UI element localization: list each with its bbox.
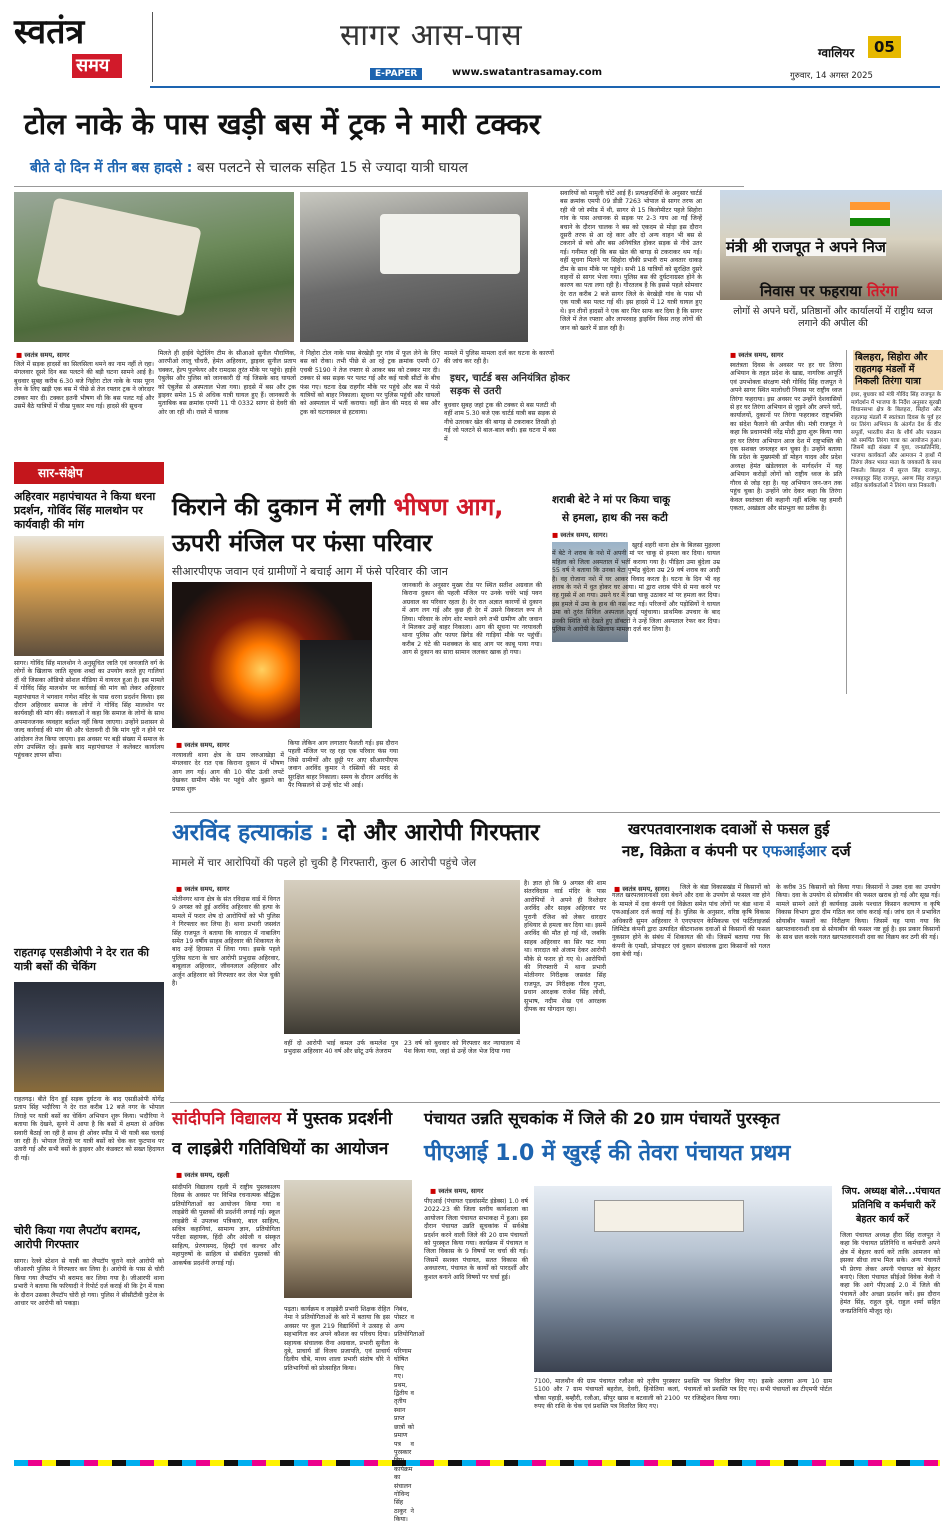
panchayat-photo: [534, 1186, 832, 1372]
library-col-3: निबंध, पोस्टर व अन्य प्रतियोगिताओं के परिणाम घोषित किए गए। प्रथम, द्वितीय व तृतीय स्थान प्राप्त छात्रों को प्रमाण पत्र व पुरस्कार कार्यक्रम का संचालन गोविन्द सिंह ठाकुर ने किया।: [394, 1306, 425, 1524]
brief-sidebar: [14, 462, 164, 1462]
logo-bottom-box: [72, 54, 122, 78]
fir-col-1: जिले के बंडा विकासखंड में किसानों को गलत खरपतवारनाशी दवा बेचने और दवा के उपयोग से फसल नष्ट होने के मामले में दवा कंपनी एवं विक्रेता समेत पांच लोगों पर बंडा थाना में एफआईआर दर्ज कराई गई है। पुलिस के अनुसार, वरिष्ठ कृषि विकास अधिकारी सुमन अहिरवार ने एनएफएन केमिकल्स एवं फर्टिलाइजर्स लिमिटेड कंपनी द्वारा उत्पादित कीटनाशक दवाओं से किसानों की फसल नुकसान होने के संबंध में शिकायत की थी। जिसमें बताया गया कि कंपनी के एमडी, प्रोपाइटर एवं दुकान संचालक द्वारा किसानों को गलत दवा बेची गई।: [612, 884, 770, 959]
logo-top: स्वतंत्र: [14, 12, 85, 52]
brief-headline-3: चोरी किया गया लैपटॉप बरामद, आरोपी गिरफ्तार: [14, 1224, 142, 1251]
lead-col-3: ने निहोरा टोल नाके पास बेरखेड़ी गुर गांव में फूल लेने के लिए बस को रोका। तभी पीछे से आ रहे ट्रक क्रमांक एमपी 07 एचबी 5190 ने तेज रफ्तार से आकर बस को टक्कर मार दी। टक्कर से बस सड़क पर पलट गई और कई यात्री सीटों के बीच फंस गए। घटना देख राहगीर मौके पर पहुंचे और बस में फंसे यात्रियों को बाहर निकाला। सूचना पर पुलिस पहुंची और घायलों को अस्पताल में भर्ती कराया। वहीं क्रेन की मदद से बस और ट्रक को घटनास्थल से हटवाया।: [300, 350, 440, 416]
bus-crash-photo-1: [14, 192, 294, 342]
fire-col-2: किया लेकिन आग लगातार फैलती गई। इस दौरान पहली मंजिल पर रह रहा एक परिवार फंस गया जिसे ग्रामीणों और छुट्टी पर आए सीआरपीएफ जवान अरविंद कुमार ने रस्सियों की मदद से सुरक्षित बाहर निकाला। समय के दौरान अरविंद के पैर फिसलने से उन्हें चोट भी आई।: [288, 740, 398, 790]
arrest-photo: [284, 880, 520, 1034]
page-number: 05: [868, 36, 901, 58]
panchayat-col-2: 7100, मालथौन की ग्राम पंचायत रजौआ को तृतीय पुरस्कार 5100 और 7 ग्राम पंचायतों बहरोल, देवरी, हिनोतिया कलां, चौका पहाड़ी, बम्हौरी, रजौआ, सीपुर खास व बटवाली को 2100 रुपए की राशि के चेक एवं प्रशस्ति पत्र वितरित किए गए।: [534, 1378, 680, 1411]
stab-text: खुरई शहरी थाना क्षेत्र के बिलसा मुहल्ला में बेटे ने शराब के नशे में अपनी मां पर चाकू से हमला कर दिया। घायल महिला को जिला अस्पताल में भर्ती कराया गया है। पीड़िता उमा बुंदेला उम्र 55 वर्ष ने बताया कि उनका बेटा पुष्पेंद्र बुंदेला उम्र 29 वर्ष शराब का आदी है। वह रोजाना नशे में घर आकर विवाद करता है। घटना के दिन भी वह शराब के नशे में धुत होकर घर आया। मां द्वारा शराब पीने से मना करने पर वह गुस्से में आ गया। उसने घर में रखा चाकू उठाकर मां पर हमला कर दिया। इस हमले में उमा के हाथ की नस कट गई। परिजनों और पड़ोसियों ने घायल उमा को तुरंत सिविल अस्पताल खुरई पहुंचाया। प्राथमिक उपचार के बाद उनकी स्थिति को देखते हुए डॉक्टरों ने उन्हें जिला अस्पताल रेफर कर दिया। पुलिस ने आरोपी के खिलाफ मामला दर्ज कर लिया है।: [552, 542, 720, 634]
minister-headline-2a: निवास पर फहराया: [760, 282, 868, 300]
fire-headline-1b: भीषण आग,: [393, 493, 504, 521]
epaper-label: E-PAPER: [370, 68, 422, 80]
lead-kicker: बीते दो दिन में तीन बस हादसे :: [30, 160, 193, 176]
minister-sub: लोगों से अपने घरों, प्रतिष्ठानों और कार्यालयों में राष्ट्रीय ध्वज लगाने की अपील की: [733, 306, 933, 329]
panchayat-headline-b: में खुरई की तेवरा पंचायत प्रथम: [534, 1141, 791, 1166]
color-bar: [14, 1460, 940, 1466]
brief-label: सार-संक्षेप: [14, 462, 164, 484]
library-headline-1b: में पुस्तक प्रदर्शनी: [281, 1109, 393, 1129]
panchayat-side-headline-1: जिप. अध्यक्ष बोले...पंचायत: [842, 1186, 941, 1197]
panchayat-top-headline: पंचायत उन्नति सूचकांक में जिले की 20 ग्राम पंचायतें पुरस्कृत: [424, 1109, 780, 1128]
lead-rule: [14, 186, 744, 187]
rally-text: इधर, बुधवार को मंत्री गोविंद सिंह राजपूत के मार्गदर्शन में भाजपा के निर्देश अनुसार सुरखी विधानसभा क्षेत्र के बिलहरा, सिहोरा और राहतगढ़ मंडलों में स्वतंत्रता दिवस के पूर्व हर घर तिरंगा अभियान के अंतर्गत देश के वीर सपूतों, भारतीय सेना के शौर्य और पराक्रम को समर्पित तिरंगा यात्रा का आयोजन हुआ। जिसमें बड़ी संख्या में युवा, जनप्रतिनिधि, भाजपा कार्यकर्ता और आमजन ने हाथों में तिरंगा लेकर भारत माता के जयकारों के साथ निकले। बिलहरा में सुरज सिंह राजपूत, रणबहादुर सिंह राजपूत, अरुण सिंह राजपूत सहित कार्यकर्ताओं ने तिरंगा यात्रा निकाली।: [851, 392, 941, 490]
library-headline-1: [172, 1108, 392, 1130]
stab-headline-1: शराबी बेटे ने मां पर किया चाकू: [552, 494, 671, 506]
library-headline-1a: सांदीपनि विद्यालय: [172, 1109, 282, 1129]
overturned-bus-shape: [36, 197, 201, 316]
fir-headline-2: [622, 842, 851, 861]
arvind-sub: मामले में चार आरोपियों की पहले हो चुकी है गिरफ्तारी, कुल 6 आरोपी पहुंचे जेल: [172, 857, 477, 869]
lead-subhead: [30, 158, 468, 177]
arvind-cap-2: 23 वर्ष को बुधवार को गिरफ्तार कर न्यायालय में पेश किया गया, जहां से उन्हें जेल भेज दिया गया: [404, 1040, 520, 1056]
panchayat-col-3: प्रशस्ति पत्र वितरित किए गए। इसके अलावा अन्य 10 ग्राम पंचायतों को प्रशस्ति पत्र दिए गए। सभी पंचायतों का टीएमपी पोर्टल पर रजिस्ट्रेशन किया गया।: [684, 1378, 832, 1402]
arvind-col-3: है। ज्ञात हो कि 9 अगस्त की शाम संतरविदास वार्ड मंदिर के पास आरोपियों ने अपने ही रिश्तेदार अरविंद और साहब अहिरवार पर पुरानी रंजिश को लेकर धारदार हथियार से हमला कर दिया था। इसमें अरविंद की मौत हो गई थी, जबकि साहब अहिरवार का सिर फट गया था। वारदात को अंजाम देकर आरोपी मौके से फरार हो गए थे। आरोपियों की गिरफ्तारी में थाना प्रभारी मोतीनगर निरीक्षक जसवंत सिंह राजपूत, उप निरीक्षक गौरव गुप्ता, प्रधान आरक्षक राजेश सिंह लोधी, सुभाष, नदीम शेख एवं आरक्षक दीपक का योगदान रहा।: [524, 880, 606, 1014]
minister-byline: ■ स्वतंत्र समय, सागर: [730, 350, 783, 359]
masthead: [0, 0, 945, 88]
arvind-byline: ■ स्वतंत्र समय, सागर: [176, 884, 229, 893]
lead-col-4b: बुधवार सुबह जहां ट्रक की टक्कर से बस पलटी थी वहीं शाम 5.30 बजे एक चार्टर्ड यात्री बस सड़क से नीचे उतरकर खेत की बागड़ से टकराकर तिरछी हो गई जो पलटने से बाल-बाल बची। इस घटना में बस में: [444, 402, 556, 443]
library-col-1: सांदीपनि विद्यालय रहली में राष्ट्रीय पुस्तकालय दिवस के अवसर पर विभिन्न रचनात्मक बौद्धिक प्रतियोगिताओं का आयोजन किया गया व लाइब्रेरी की पुस्तकों की प्रदर्शनी लगाई गई। स्कूल लाइब्रेरी में उपलब्ध पत्रिकाएं, बाल साहित्य, सचित्र कहानियां, सामान्य ज्ञान, प्रतियोगिता परीक्षा सहायक, हिंदी और अंग्रेजी व संस्कृत साहित्य, प्रेरणास्पद, हिस्ट्री एवं कल्चर और महापुरुषों के साहित्य से संबंधित पुस्तकों की आकर्षक प्रदर्शनी लगाई गई।: [172, 1184, 280, 1267]
fire-byline: ■ स्वतंत्र समय, सागर: [176, 740, 229, 749]
panchayat-headline: [424, 1140, 790, 1168]
lead-col-4a: मामले में पुलिस मामला दर्ज कर घटना के कारणों की जांच कर रही है।: [444, 350, 554, 366]
minister-headline-1: मंत्री श्री राजपूत ने अपने निज: [726, 238, 886, 256]
panchayat-headline-a: पीएआई 1.0: [424, 1141, 535, 1166]
stab-headline-2: से हमला, हाथ की नस कटी: [562, 512, 668, 524]
minister-headline-2b: तिरंगा: [867, 282, 898, 300]
fire-headline-1a: किराने की दुकान में लगी: [172, 493, 394, 521]
brief-text-1: सागर। गोविंद सिंह मालथोन ने अनुसूचित जाति एवं जनजाति वर्ग के लोगों के खिलाफ जाति सूचक शब्दों का उपयोग करते हुए गालियां दीं थी जिसका ऑडियो सोशल मीडिया में वायरल हुआ है। इस मामले में गोविंद सिंह मालथोन पर कार्रवाई की मांग को लेकर अहिरवार महापंचायत ने भगवान गणेश मंदिर के पास धरना प्रदर्शन किया। इस दौरान अहिरवार समाज के लोगों ने गोविंद सिंह मालथोन पर कार्यवाही की मांग की। वक्ताओं ने कहा कि समाज के लोगों के साथ अपमानजनक व्यवहार बर्दाश्त नहीं किया जाएगा। उन्होंने प्रशासन से जल्द कार्रवाई की मांग की और चेतावनी दी कि मांग पूरी न होने पर आंदोलन तेज किया जाएगा। इस अवसर पर बड़ी संख्या में समाज के लोग उपस्थित रहे। इसके बाद महापंचायत ने कलेक्टर कार्यालय पहुंचकर ज्ञापन सौंपा।: [14, 660, 164, 760]
minister-text: स्वतंत्रता दिवस के अवसर पर हर घर तिरंगा अभियान के तहत प्रदेश के खाद्य, नागरिक आपूर्ति एवं उपभोक्ता संरक्षण मंत्री गोविंद सिंह राजपूत ने अपने सागर स्थित मालोधरी निवास पर राष्ट्रीय ध्वज तिरंगा फहराया। इस अवसर पर उन्होंने देशवासियों से हर घर तिरंगा अभियान से जुड़ने और अपने घरों, कार्यालयों, दुकानों पर तिरंगा फहराकर राष्ट्रभक्ति का संदेश फैलाने की अपील की। मंत्री राजपूत ने कहा कि प्रधानमंत्री नरेंद्र मोदी द्वारा शुरू किया गया हर घर तिरंगा अभियान आज देश में राष्ट्रभक्ति की एक सशक्त जनलहर बन चुका है। उन्होंने बताया कि प्रदेश के मुख्यमंत्री डॉ मोहन यादव और प्रदेश अध्यक्ष हेमंत खंडेलवाल के मार्गदर्शन में यह अभियान करोड़ों लोगों को राष्ट्रीय ध्वज के प्रति गौरव से जोड़ रहा है। यह अभियान जन-जन तक पहुंच चुका है। उन्होंने जोर देकर कहा कि तिरंगा केवल स्वतंत्रता की कहानी नहीं बल्कि यह हमारी एकता, अखंडता और संप्रभुता का प्रतीक है।: [730, 362, 842, 512]
lead-subhead-2: इधर, चार्टर्ड बस अनियंत्रित होकर सड़क से उतरी: [450, 373, 570, 397]
arvind-headline-b: दो और आरोपी गिरफ्तार: [329, 820, 540, 846]
library-photo: [284, 1180, 412, 1298]
fir-headline-1: खरपतवारनाशक दवाओं से फसल हुई: [628, 820, 830, 838]
lead-col-5: सवारियों को मामूली चोटें आई हैं। प्रत्यक्षदर्शियों के अनुसार चार्टर्ड बस क्रमांक एमपी 09 डीडी 7263 भोपाल से सागर तरफ आ रही थी जो स्पीड में थी, सागर से 15 किलोमीटर पहले सिहोरा गांव के पास अचानक से सड़क पर 2-3 गाय आ गईं जिन्हें बचाने के दौरान चालक ने बस को एकदम से मोड़ा इस दौरान दूसरी तरफ से आ रहे कार और दो अन्य वाहन भी बस से टकराने से बचे और बस अनियंत्रित होकर सड़क से नीचे उतर गई। गनीमत रही कि बस खेत की बागड़ से टकराकर थम गई। वहीं सूचना मिलने पर सिहोरा चौकी प्रभारी राम अवतार धाकड़ टीम के साथ मौके पर पहुंचे। सभी 18 यात्रियों को सुरक्षित दूसरे वाहनों से सागर भेजा गया। पुलिस बस की दुर्घटनाग्रस्त होने के कारण का पता लगा रही है। गौरतलब है कि इससे पहले सोमवार देर रात करीब 2 बजे सागर जिले के बेरखेड़ी गांव के पास भी एक यात्री बस पलट गई थी। इस हादसे में 12 यात्री घायल हुए थे। इन तीनों हादसों ने एक बार फिर साफ कर दिया है कि सागर जिले में तेज रफ्तार और लापरवाह ड्राइविंग किस तरह लोगों की जान को खतरे में डाल रही है।: [560, 190, 702, 332]
lead-col-2: मिलते ही हाईवे पेट्रोलिंग टीम के सीआओ सुनील पौराणिक, आरपीओ लालू चौधरी, हेमंत अहिरवार, ड्राइवर सुनील प्रताप चक्कर, हेल्प फुल्फेयर और रामदास तुरंत मौके पर पहुंचे। हाईवे एंबुलेंस और पुलिस को जानकारी दी गई जिसके बाद घायलों को एंबुलेंस से अस्पताल भेजा गया। हादसे में बस और ट्रक ड्राइवर समेत 15 से अधिक यात्री घायल हुए हैं। जानकारी के मुताबिक बस क्रमांक एमपी 11 पी 0332 सागर से देवरी की ओर जा रही थी। रास्ते में चालक: [158, 350, 296, 416]
bus-crash-photo-2: [300, 192, 528, 342]
panchayat-side-headline-3: बेहतर कार्य कर्रे: [856, 1214, 909, 1225]
mid-rule: [170, 812, 940, 813]
panchayat-side-headline-2: प्रतिनिधि व कर्मचारी करें: [852, 1200, 936, 1211]
rally-box: [846, 350, 942, 694]
issue-date: गुरुवार, 14 अगस्त 2025: [790, 71, 873, 81]
minister-headline-2: [760, 282, 898, 300]
fir-byline: ■ स्वतंत्र समय, सागर।: [614, 884, 670, 893]
flag-shape: [850, 202, 890, 226]
logo-bottom: समय: [76, 55, 110, 76]
crashed-bus-shape: [380, 214, 520, 274]
panchayat-side-text: जिला पंचायत अध्यक्ष हीरा सिंह राजपूत ने कहा कि पंचायत प्रतिनिधि व कर्मचारी अपने क्षेत्र में बेहतर कार्य करें ताकि आमजन को इसका सीधा लाभ मिल सके। अन्य पंचायतें भी प्रेरणा लेकर अपनी पंचायत को बेहतर बनाएं। जिला पंचायत सीईओ विवेक केवी ने कहा कि आगे पीएआई 2.0 में जिले की पंचायतें और अच्छा प्रदर्शन करें। इस दौरान हेमंत सिंह, राहुल दुबे, राहुल शर्मा सहित जनप्रतिनिधि मौजूद रहे।: [840, 1232, 940, 1315]
arvind-cap-1: वहीं दो आरोपी भाई कमल उर्फ कमलेश पुत्र प्रभुदास अहिरवार 40 वर्ष और छोटू उर्फ तेजराम: [284, 1040, 398, 1056]
panchayat-col-1: पीएआई (पंचायत एडवांसमेंट इंडेक्स) 1.0 वर्ष 2022-23 की जिला स्तरीय कार्यशाला का आयोजन जिला पंचायत सभाकक्ष में हुआ। इस दौरान पंचायत उन्नति सूचकांक में सर्वश्रेष्ठ प्रदर्शन करने वाली जिले की 20 ग्राम पंचायतों को पुरस्कृत किया गया। कार्यक्रम में पंचायत व जिला विकास के 9 विषयों पर चर्चा की गई। जिसमें सशक्त पंचायत, सतत विकास की अवधारणा, पंचायत के कार्यों को पारदर्शी और कुशल बनाने आदि विषयों पर चर्चा हुई।: [424, 1198, 528, 1281]
fire-col-3: जानकारी के अनुसार मुख्य रोड पर स्थित सतीश अग्रवाल की किराना दुकान की पहली मंजिल पर उनके चचेरे भाई पवन अग्रवाल का परिवार रहता है। देर रात अज्ञात कारणों से दुकान में आग लग गई और कुछ ही देर में उसने विकराल रूप ले लिया। परिवार के लोग शोर मचाने लगे तभी ग्रामीण और जवान ने मिलकर उन्हें बाहर निकाला। आग की सूचना पर नरयावली थाना पुलिस और फायर ब्रिगेड की गाड़ियां मौके पर पहुंचीं। करीब 2 घंटे की मशक्कत के बाद आग पर काबू पाया गया। आग से दुकान का सारा सामान जलकर खाक हो गया।: [402, 582, 542, 657]
brief-text-3: सागर। रेलवे स्टेशन से यात्री का लैपटॉप चुराने वाले आरोपी को जीआरपी पुलिस ने गिरफ्तार कर लिया है। आरोपी के पास से चोरी किया गया लैपटॉप भी बरामद कर लिया गया है। जीआरपी थाना प्रभारी ने बताया कि फरियादी ने रिपोर्ट दर्ज कराई थी कि ट्रेन में यात्रा के दौरान उसका लैपटॉप चोरी हो गया। पुलिस ने सीसीटीवी फुटेज के आधार पर आरोपी को पकड़ा।: [14, 1258, 164, 1308]
fir-headline-2a: नष्ट, विक्रेता व कंपनी पर: [622, 842, 763, 860]
lead-col-1: जिले में सड़क हादसों का सिलसिला थमने का नाम नहीं ले रहा। मंगलवार दूसरे दिन बस पलटने की बड़ी घटना सामने आई है। बुधवार सुबह करीब 6.30 बजे निहोरा टोल नाके के पास पूरन लेन के लिए खड़ी एक बस में पीछे से तेज रफ्तार ट्रक ने जोरदार टक्कर मार दी। टक्कर इतनी भीषण थी कि बस पलट गई और उसमें बैठे यात्रियों में चीख पुकार मच गई। हादसे की सूचना: [14, 361, 154, 411]
fire-headline-2: ऊपरी मंजिल पर फंसा परिवार: [172, 529, 433, 557]
fire-headline-1: [172, 492, 503, 522]
masthead-divider: [152, 12, 153, 82]
masthead-rule: [150, 86, 940, 88]
fire-sub: सीआरपीएफ जवान एवं ग्रामीणों ने बचाई आग में फंसे परिवार की जान: [172, 565, 448, 578]
site-url[interactable]: www.swatantrasamay.com: [452, 67, 603, 78]
brief-headline-1: अहिरवार महापंचायत ने किया धरना प्रदर्शन, गोविंद सिंह मालथोन पर कार्यवाही की मांग: [14, 490, 156, 531]
library-headline-2: व लाइब्रेरी गतिविधियों का आयोजन: [172, 1139, 389, 1159]
lead-headline: टोल नाके के पास खड़ी बस में ट्रक ने मारी टक्कर: [24, 107, 541, 141]
section-title: सागर आस-पास: [340, 18, 523, 53]
arvind-headline: [172, 818, 539, 848]
arvind-headline-a: अरविंद हत्याकांड :: [172, 820, 330, 846]
fir-headline-2b: एफआईआर: [762, 842, 827, 860]
lead-subtitle: बस पलटने से चालक सहित 15 से ज्यादा यात्री घायल: [196, 160, 469, 176]
logo: [14, 14, 134, 80]
bus-checking-photo: [14, 982, 164, 1092]
fire-col-1: नरयावली थाना क्षेत्र के ग्राम जरुआखेड़ा में मंगलवार देर रात एक किराना दुकान में भीषण आग लग गई। आग की 10 फीट ऊंची लपटें देखकर ग्रामीण मौके पर पहुंचे और बुझाने का प्रयास शुरू: [172, 752, 284, 793]
lead-byline: ■ स्वतंत्र समय, सागर: [16, 350, 69, 359]
banner-shape: [594, 1200, 744, 1232]
library-col-2: पढ़ता। कार्यक्रम व लाइब्रेरी प्रभारी शिक्षक रोहित नेमा ने प्रतियोगिताओं के बारे में बताया कि इस अवसर पर कुल 219 विद्यार्थियों ने उत्साह से सहभागिता कर अपने कौशल का परिचय दिया। सहायक संचालक रीना अग्रवाल, प्रभारी सुनीता दुबे, प्राचार्य डॉ विजय प्रजापति, एवं प्राचार्य दिलीप चौबे, माध्य शाला प्रभारी संतोष चौरे ने प्रतिभागियों को प्रोत्साहित किया।: [284, 1306, 390, 1372]
panchayat-byline: ■ स्वतंत्र समय, सागर: [430, 1186, 483, 1195]
lower-rule: [170, 1102, 940, 1103]
library-byline: ■ स्वतंत्र समय, रहली: [176, 1170, 229, 1179]
rally-headline: बिलहरा, सिहोरा और राहतगढ़ मंडलों में निकली तिरंगा यात्रा: [853, 350, 943, 390]
brief-headline-2: राहतगढ़ एसडीओपी ने देर रात की यात्री बसों की चेकिंग: [14, 946, 149, 973]
brief-text-2: राहतगढ़। बीते दिन हुई सड़क दुर्घटना के बाद एसडीओपी योगेंद्र प्रताप सिंह भदौरिया ने देर रात करीब 12 बजे नगर के भोपाल तिराहे पर यात्री बसों का चेकिंग अभियान शुरू किया। भदौरिया ने बताया कि देखने, सुनने में आया है कि बसों में क्षमता से अधिक सवारी बैठाई जा रही है साथ ही ओवर स्पीड में भी यात्री बस चलाई जा रही हैं। भोपाल तिराहे पर यात्री बसों को चेक कर फुटपाथ पर उतारी गई और सभी बसों के ड्राइवर और कंडक्टर को सख्त हिदायत दी गई।: [14, 1096, 164, 1162]
fir-col-2: के करीब 35 किसानों को किया गया। किसानों ने उक्त दवा का उपयोग किया। दवा के उपयोग से सोयाबीन की फसल खराब हो गई और सूख गई। मामले सामने आते ही कार्यवाह उसके पश्चात किसान कल्याण व कृषि विकास विभाग द्वारा दीम गठित कर जांच कराई गई। जांच दल ने प्रभावित सोयाबीन फसलों का निरीक्षण किया। जिसमें यह पाया गया कि खरपतवारनाशी दवा से सोयाबीन की फसल नष्ट हुई है। इस प्रकार किसानों के साथ छल करके गलत खरपतवारनाशी दवा का विक्रय कर ठगी की गई।: [776, 884, 940, 942]
city-label: ग्वालियर: [818, 46, 855, 60]
fir-headline-2c: दर्ज: [826, 842, 851, 860]
protest-photo: [14, 536, 164, 656]
arvind-col-1: मोतीनगर थाना क्षेत्र के संत रविदास वार्ड में विगत 9 अगस्त को हुई अरविंद अहिरवार की हत्या के मामले में फरार शेष दो आरोपियों को भी पुलिस ने गिरफ्तार कर लिया है। थाना प्रभारी जसवंत सिंह राजपूत ने बताया कि वारदात में नाबालिग समेत 19 वर्षीय साहब अहिरवार की शिकायत के बाद उन्हें हिरासत में लिया गया। इसके पहले पुलिस घटना के चार आरोपी प्रभुदास अहिरवार, बाबूलाल अहिरवार, जीवनलाल अहिरवार और अर्जुन अहिरवार को गिरफ्तार कर जेल भेज चुकी है।: [172, 896, 280, 988]
fire-photo-2: [300, 640, 372, 728]
stab-byline: ■ स्वतंत्र समय, सागर।: [552, 530, 608, 539]
